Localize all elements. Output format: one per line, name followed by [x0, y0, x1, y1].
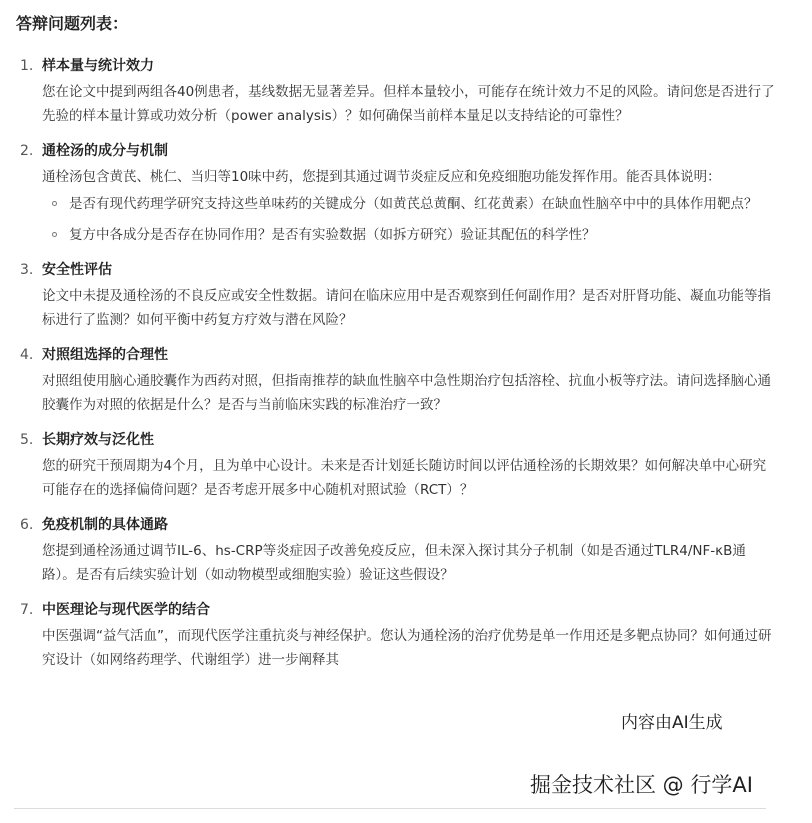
question-item-6 [0, 512, 812, 587]
question-item-7 [0, 597, 812, 672]
sub-question-text: 复方中各成分是否存在协同作用？是否有实验数据（如拆方研究）验证其配伍的科学性？ [69, 227, 596, 243]
question-title: 中医理论与现代医学的结合 [42, 602, 210, 618]
question-number: 5. [20, 432, 34, 448]
question-list [0, 53, 812, 682]
sub-question-item [42, 223, 776, 247]
question-item-2 [0, 138, 812, 247]
question-title: 样本量与统计效力 [42, 58, 154, 74]
question-body: 中医强调“益气活血”，而现代医学注重抗炎与神经保护。您认为通栓汤的治疗优势是单一作用还是多靶点协同？如何通过研究设计（如网络药理学、代谢组学）进一步阐释其 [42, 628, 772, 668]
page-title: 答辩问题列表： [16, 14, 129, 33]
question-title: 长期疗效与泛化性 [42, 432, 154, 448]
question-body: 通栓汤包含黄芪、桃仁、当归等10味中药，您提到其通过调节炎症反应和免疫细胞功能发挥作用。能否具体说明： [42, 169, 721, 185]
question-body: 您提到通栓汤通过调节IL-6、hs-CRP等炎症因子改善免疫反应，但未深入探讨其分子机制（如是否通过TLR4/NF-κB通路）。是否有后续实验计划（如动物模型或细胞实验）验证这些假设？ [42, 543, 746, 583]
question-title: 免疫机制的具体通路 [42, 517, 168, 533]
question-number: 2. [20, 143, 34, 159]
ai-generated-label: 内容由AI生成 [621, 713, 723, 733]
question-number: 1. [20, 58, 34, 74]
question-title: 安全性评估 [42, 262, 112, 278]
site-watermark: 掘金技术社区 @ 行学AI [530, 770, 753, 800]
question-number: 6. [20, 517, 34, 533]
circle-bullet-icon [52, 201, 57, 206]
question-number: 3. [20, 262, 34, 278]
circle-bullet-icon [52, 232, 57, 237]
question-title: 通栓汤的成分与机制 [42, 143, 168, 159]
sub-question-text: 是否有现代药理学研究支持这些单味药的关键成分（如黄芪总黄酮、红花黄素）在缺血性脑卒中中的具体作用靶点？ [69, 196, 758, 212]
question-item-3 [0, 257, 812, 332]
question-body: 您在论文中提到两组各40例患者，基线数据无显著差异。但样本量较小，可能存在统计效力不足的风险。请问您是否进行了先验的样本量计算或功效分析（power analysis）？如何确保当前样本量足以支持结论的可靠性？ [42, 84, 775, 124]
question-number: 7. [20, 602, 34, 618]
sub-question-item [42, 192, 776, 216]
question-number: 4. [20, 347, 34, 363]
question-item-5 [0, 427, 812, 502]
question-title: 对照组选择的合理性 [42, 347, 168, 363]
bottom-divider [14, 808, 766, 809]
question-item-4 [0, 342, 812, 417]
question-body: 论文中未提及通栓汤的不良反应或安全性数据。请问在临床应用中是否观察到任何副作用？是否对肝肾功能、凝血功能等指标进行了监测？如何平衡中药复方疗效与潜在风险？ [42, 288, 771, 328]
question-item-1 [0, 53, 812, 128]
question-body: 对照组使用脑心通胶囊作为西药对照，但指南推荐的缺血性脑卒中急性期治疗包括溶栓、抗血小板等疗法。请问选择脑心通胶囊作为对照的依据是什么？是否与当前临床实践的标准治疗一致？ [42, 373, 771, 413]
question-body: 您的研究干预周期为4个月，且为单中心设计。未来是否计划延长随访时间以评估通栓汤的长期效果？如何解决单中心研究可能存在的选择偏倚问题？是否考虑开展多中心随机对照试验（RCT）？ [42, 458, 767, 498]
sub-question-list [42, 192, 776, 247]
